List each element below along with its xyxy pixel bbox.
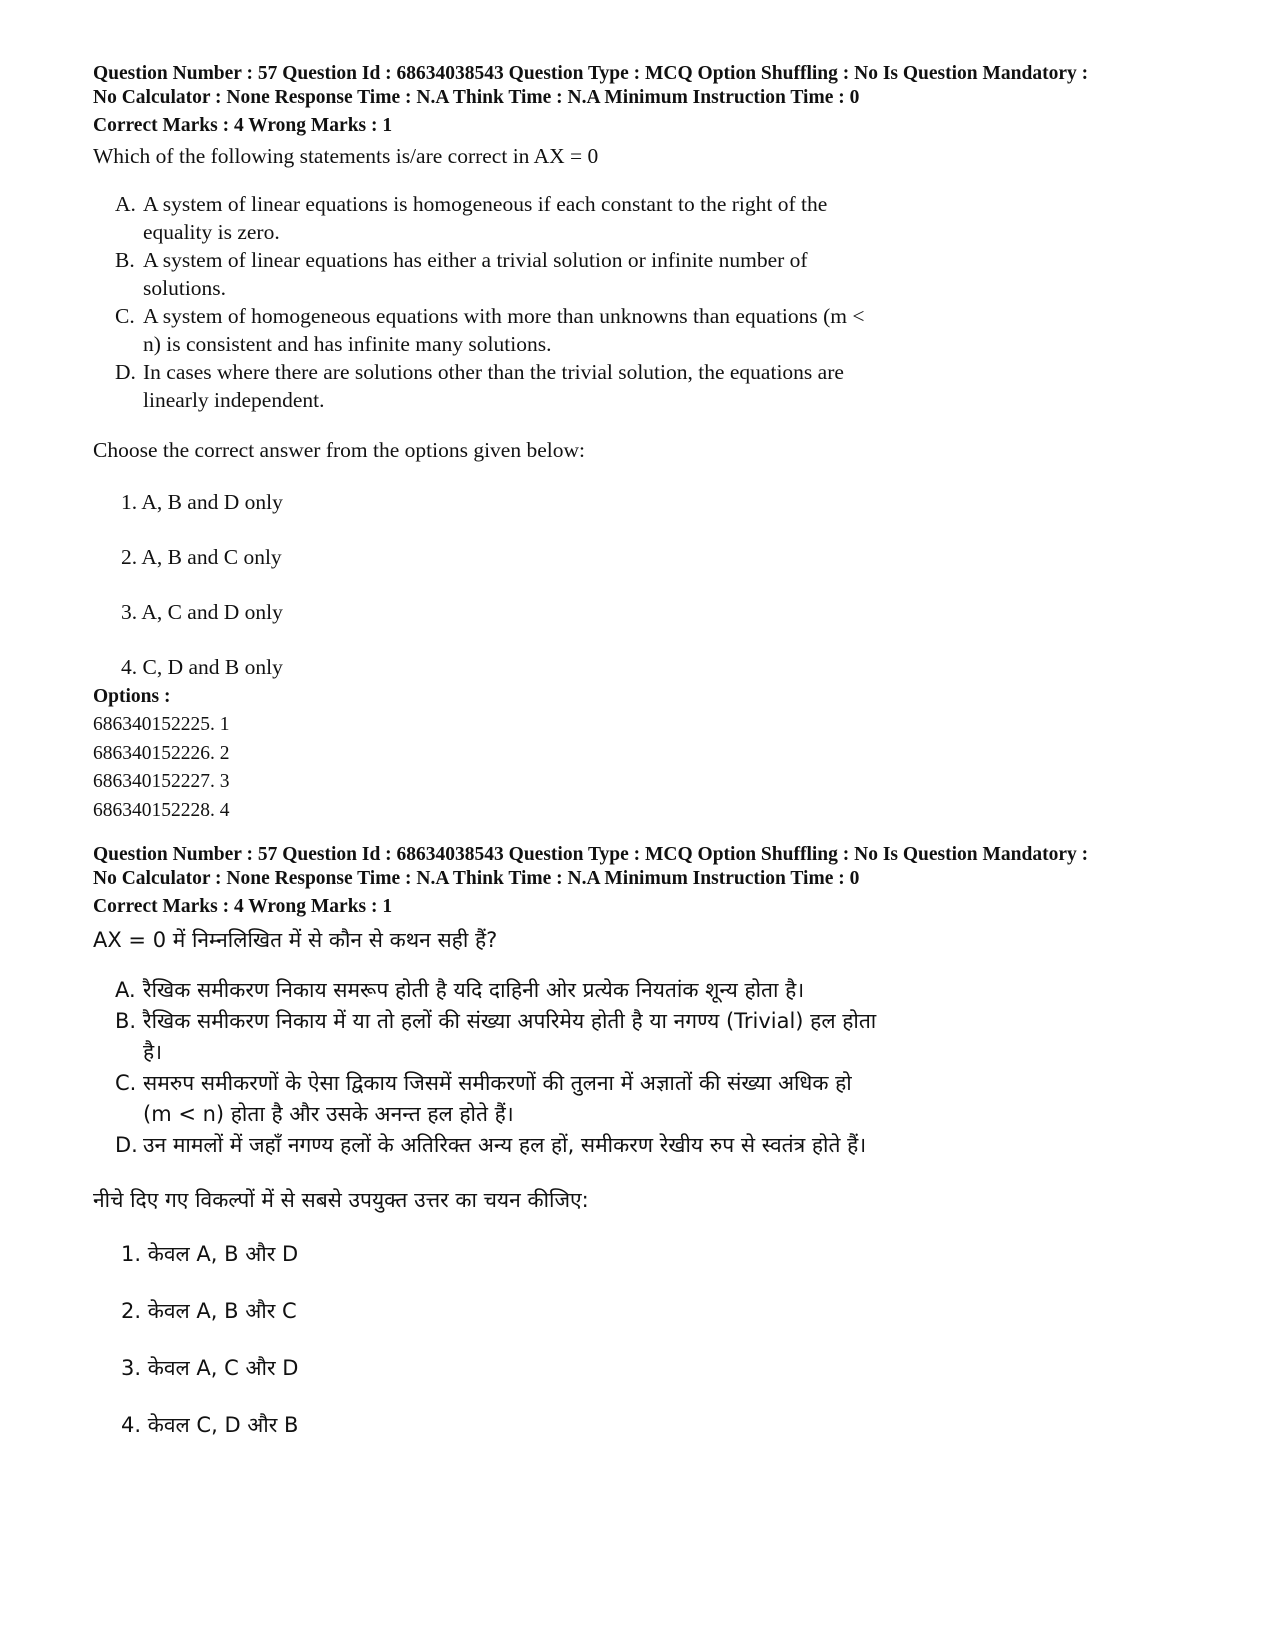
statement-item — [115, 190, 885, 246]
option-id-list — [93, 711, 1213, 825]
answer-choice-list — [121, 1239, 1213, 1440]
statement-letter: D. — [115, 360, 136, 384]
statement-item — [115, 246, 885, 302]
option-id: 686340152225. 1 — [93, 714, 230, 735]
statement-letter: B. — [115, 1009, 137, 1033]
choose-instruction: Choose the correct answer from the options given below: — [93, 438, 585, 462]
statement-text: A system of linear equations has either a trivial solution or infinite number of solutions. — [143, 248, 808, 300]
marks-line: Correct Marks : 4 Wrong Marks : 1 — [93, 115, 393, 136]
marks-line: Correct Marks : 4 Wrong Marks : 1 — [93, 896, 393, 917]
statement-letter: D. — [115, 1133, 138, 1157]
statement-text: रैखिक समीकरण निकाय में या तो हलों की संख्या अपरिमेय होती है या नगण्य (Trivial) हल होता है। — [143, 1009, 877, 1064]
statement-letter: B. — [115, 248, 135, 272]
statement-item — [115, 358, 885, 414]
answer-choice: 3. केवल A, C और D — [121, 1356, 299, 1380]
statement-item — [115, 1068, 885, 1130]
answer-choice: 4. केवल C, D और B — [121, 1413, 299, 1437]
question-meta-line-2: No Calculator : None Response Time : N.A Think Time : N.A Minimum Instruction Time : 0 — [93, 868, 860, 889]
question-block-english — [93, 62, 1213, 825]
statement-letter: C. — [115, 304, 135, 328]
statement-item — [115, 302, 885, 358]
question-block-hindi — [93, 843, 1213, 1467]
question-meta-line-1: Question Number : 57 Question Id : 68634038543 Question Type : MCQ Option Shuffling : No Is Question Mandatory : — [93, 844, 1089, 865]
choose-instruction: नीचे दिए गए विकल्पों में से सबसे उपयुक्त उत्तर का चयन कीजिए: — [93, 1188, 589, 1212]
answer-choice: 4. C, D and B only — [121, 655, 283, 679]
answer-choice-list — [121, 488, 1213, 681]
statement-list — [115, 975, 885, 1161]
statement-letter: A. — [115, 978, 136, 1002]
statement-text: In cases where there are solutions other than the trivial solution, the equations are linearly independent. — [143, 360, 844, 412]
options-heading: Options : — [93, 686, 171, 707]
statement-item — [115, 1130, 885, 1161]
statement-text: A system of homogeneous equations with more than unknowns than equations (m < n) is consistent and has infinite many solutions. — [143, 304, 865, 356]
question-stem: Which of the following statements is/are correct in AX = 0 — [93, 144, 599, 168]
statement-letter: A. — [115, 192, 136, 216]
statement-text: रैखिक समीकरण निकाय समरूप होती है यदि दाहिनी ओर प्रत्येक नियतांक शून्य होता है। — [143, 978, 805, 1002]
question-meta-line-1: Question Number : 57 Question Id : 68634038543 Question Type : MCQ Option Shuffling : No Is Question Mandatory : — [93, 63, 1089, 84]
option-id: 686340152227. 3 — [93, 771, 230, 792]
statement-list — [115, 190, 885, 414]
statement-item — [115, 1006, 885, 1068]
statement-text: उन मामलों में जहाँ नगण्य हलों के अतिरिक्त अन्य हल हों, समीकरण रेखीय रुप से स्वतंत्र होते हैं। — [143, 1133, 867, 1157]
question-stem: AX = 0 में निम्नलिखित में से कौन से कथन सही हैं? — [93, 928, 498, 952]
answer-choice: 1. केवल A, B और D — [121, 1242, 299, 1266]
statement-item — [115, 975, 885, 1006]
statement-letter: C. — [115, 1071, 137, 1095]
question-meta-line-2: No Calculator : None Response Time : N.A Think Time : N.A Minimum Instruction Time : 0 — [93, 87, 860, 108]
option-id: 686340152228. 4 — [93, 799, 230, 821]
statement-text: A system of linear equations is homogeneous if each constant to the right of the equality is zero. — [143, 192, 828, 244]
answer-choice: 2. A, B and C only — [121, 545, 282, 569]
option-id: 686340152226. 2 — [93, 742, 230, 764]
statement-text: समरुप समीकरणों के ऐसा द्विकाय जिसमें समीकरणों की तुलना में अज्ञातों की संख्या अधिक हो (m < n) होता है और उसके अनन्त हल होते हैं। — [143, 1071, 852, 1126]
answer-choice: 3. A, C and D only — [121, 600, 283, 624]
answer-choice: 2. केवल A, B और C — [121, 1299, 297, 1323]
answer-choice: 1. A, B and D only — [121, 490, 283, 514]
